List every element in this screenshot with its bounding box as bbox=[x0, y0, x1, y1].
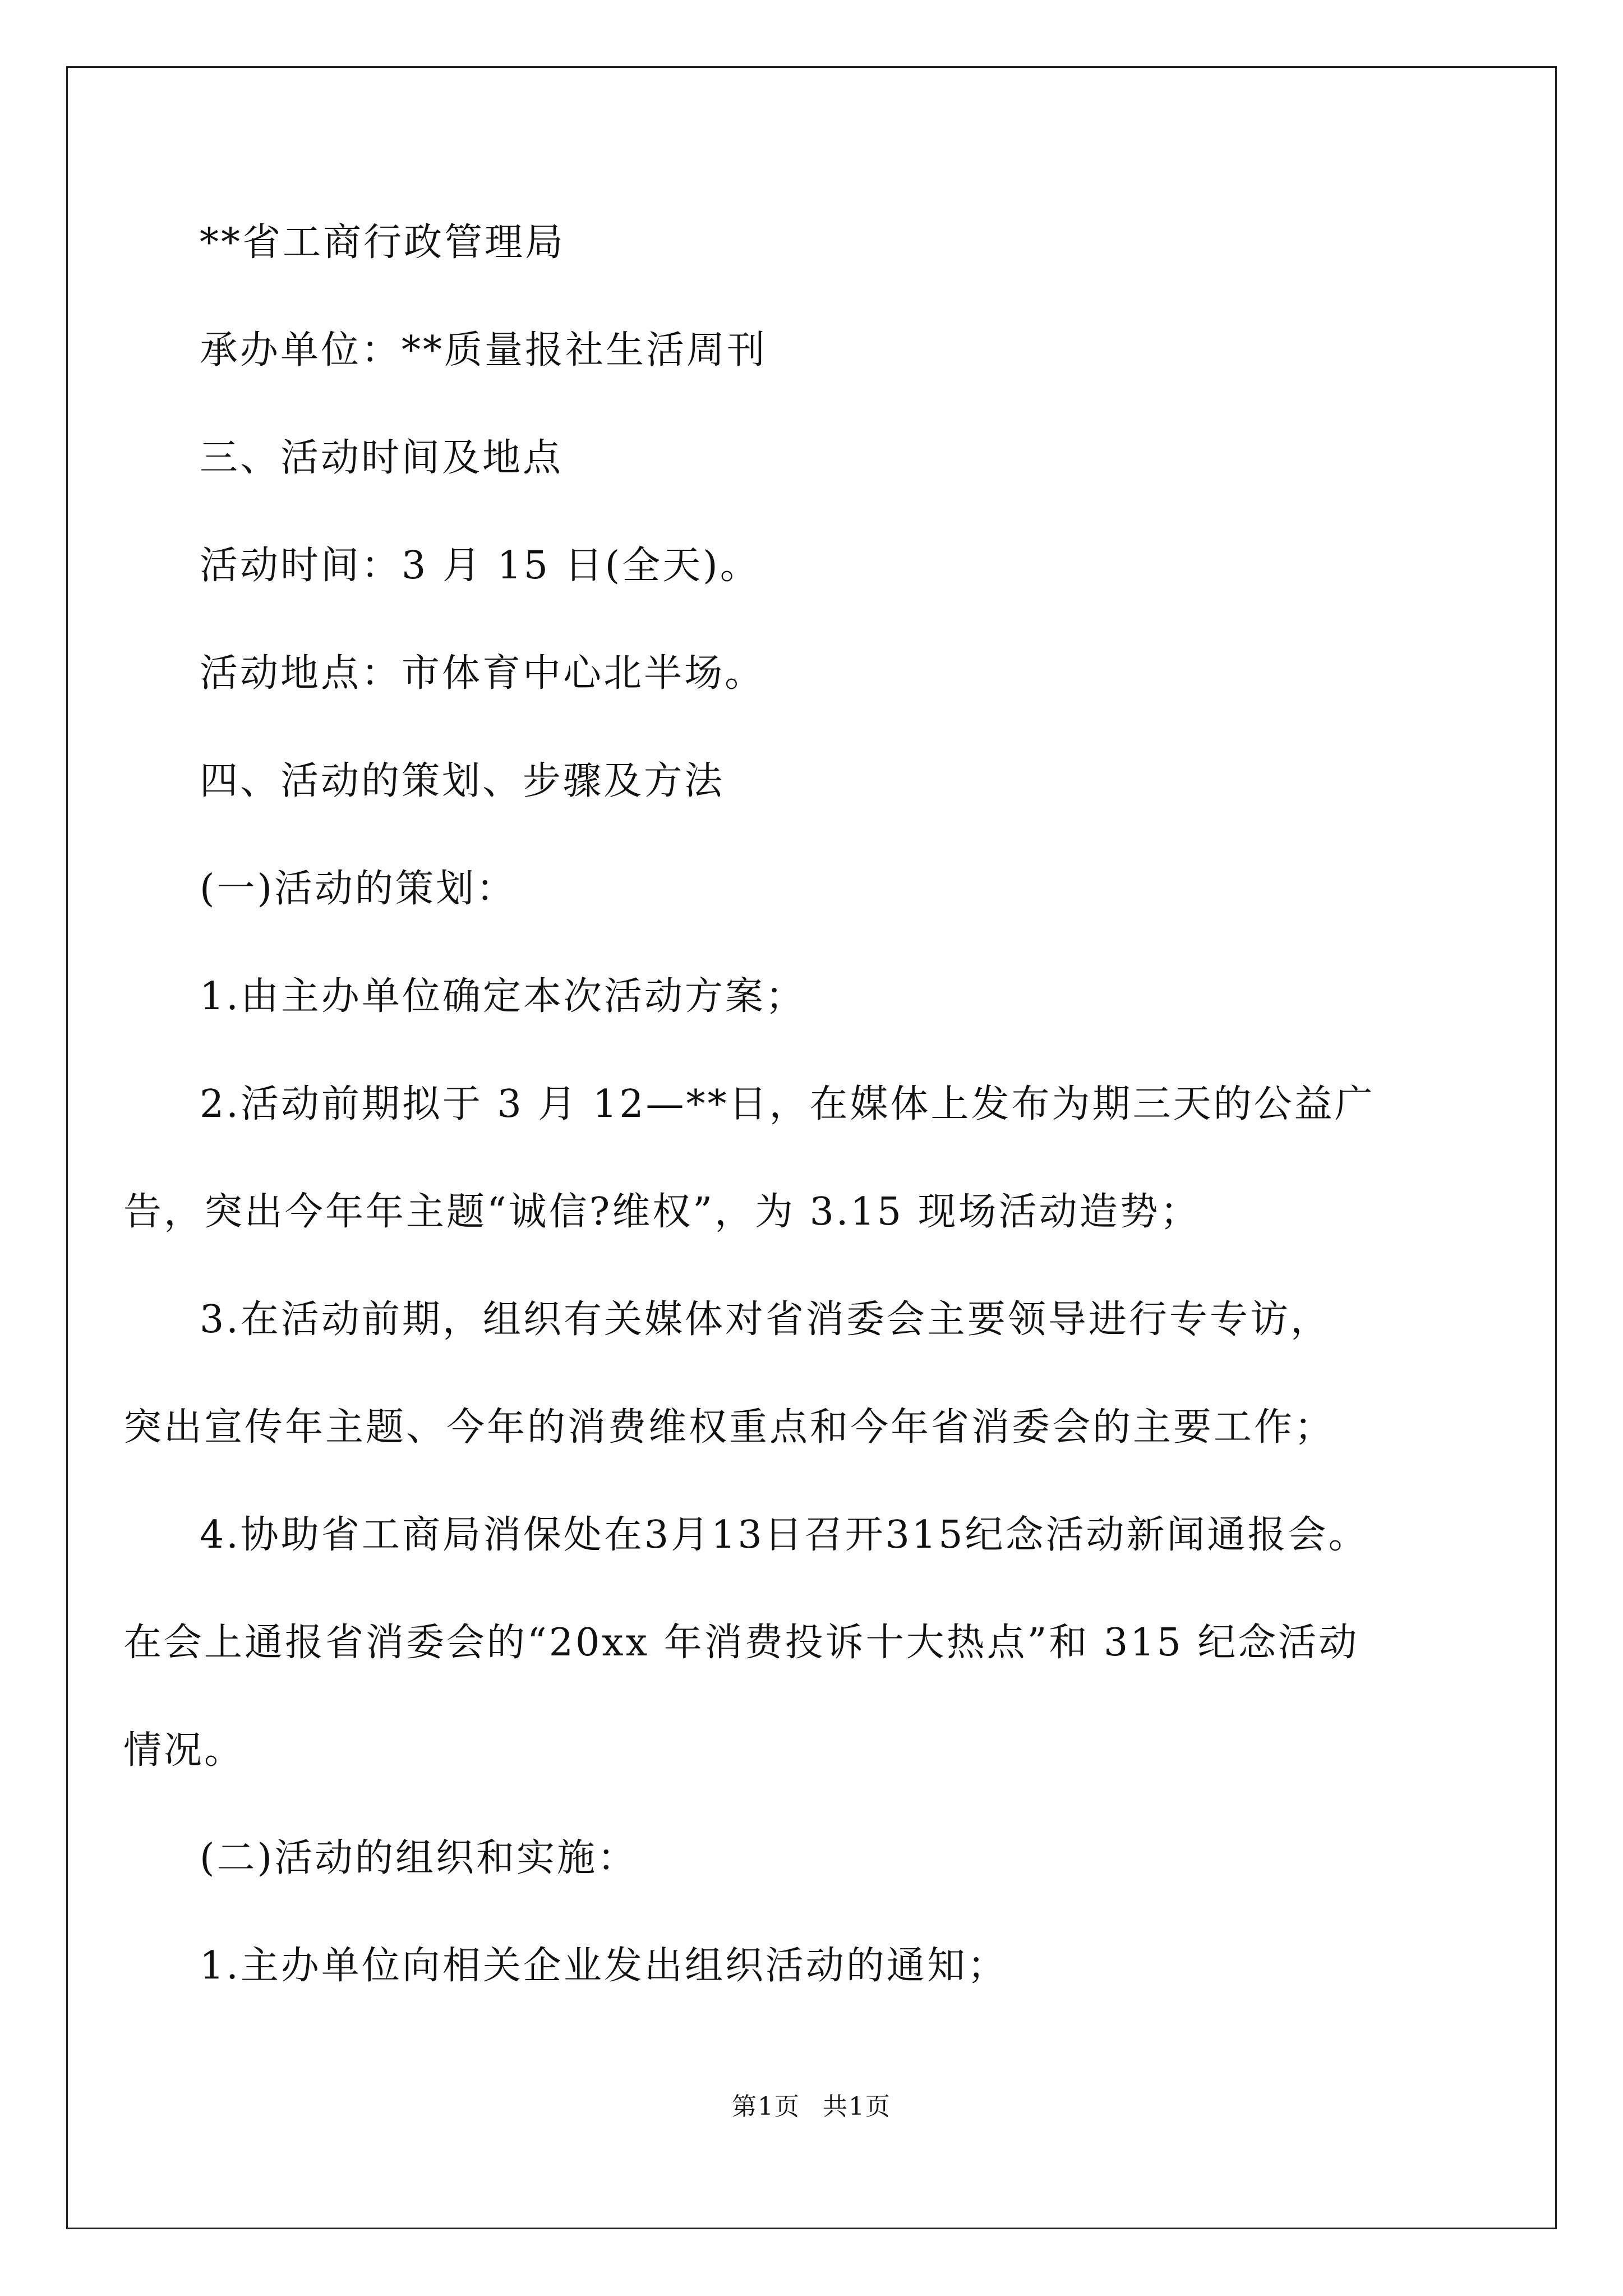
text-line: 1.由主办单位确定本次活动方案； bbox=[200, 974, 806, 1019]
page-border bbox=[66, 66, 1557, 2229]
text-line: 突出宣传年主题、今年的消费维权重点和今年省消委会的主要工作； bbox=[123, 1405, 1335, 1450]
page-footer bbox=[0, 2090, 1623, 2124]
text-line: 承办单位：**质量报社生活周刊 bbox=[200, 328, 768, 372]
text-line: 活动地点：市体育中心北半场。 bbox=[200, 651, 766, 696]
text-line: 四、活动的策划、步骤及方法 bbox=[200, 759, 725, 803]
text-line: **省工商行政管理局 bbox=[200, 220, 566, 265]
text-line: 2.活动前期拟于 3 月 12—**日，在媒体上发布为期三天的公益广 bbox=[200, 1082, 1375, 1126]
text-line: (一)活动的策划： bbox=[200, 867, 517, 911]
page-number-total: 共1页 bbox=[823, 2092, 891, 2121]
text-line: 三、活动时间及地点 bbox=[200, 436, 564, 480]
text-line: 4.协助省工商局消保处在3月13日召开315纪念活动新闻通报会。 bbox=[200, 1513, 1369, 1557]
text-line: 3.在活动前期，组织有关媒体对省消委会主要领导进行专专访， bbox=[200, 1297, 1331, 1342]
text-line: (二)活动的组织和实施： bbox=[200, 1836, 638, 1880]
page-number-current: 第1页 bbox=[732, 2092, 800, 2121]
text-line: 告，突出今年年主题“诚信?维权”，为 3.15 现场活动造势； bbox=[123, 1190, 1201, 1234]
text-line: 在会上通报省消委会的“20xx 年消费投诉十大热点”和 315 纪念活动 bbox=[123, 1621, 1359, 1665]
text-line: 情况。 bbox=[123, 1728, 245, 1773]
text-line: 1.主办单位向相关企业发出组织活动的通知； bbox=[200, 1944, 1008, 1988]
text-line: 活动时间：3 月 15 日(全天)。 bbox=[200, 544, 760, 588]
